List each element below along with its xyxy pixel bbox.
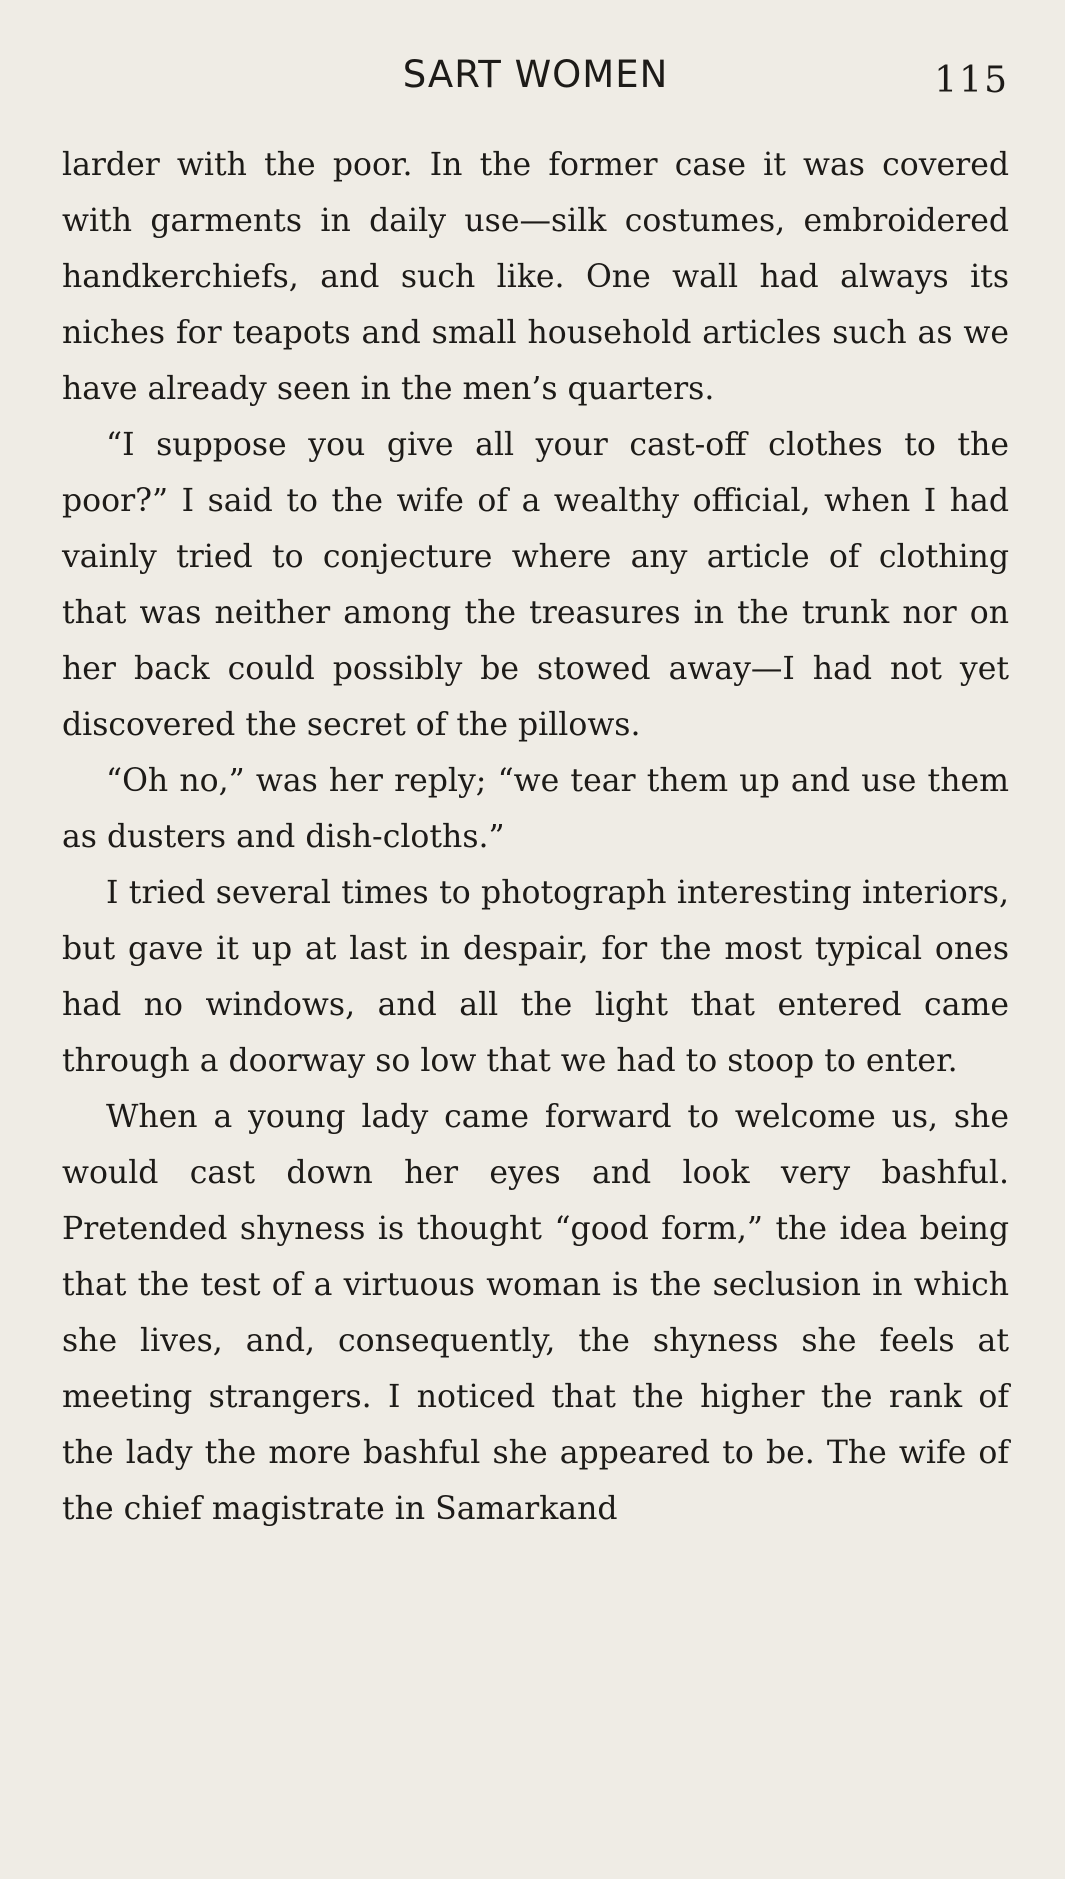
paragraph-photograph-interiors: I tried several times to photograph interesting interiors, but gave it up at last in despair, for the most typical ones had no windows, and all the light that entered came through a doorway so low that we had to stoop to enter. xyxy=(62,875,1009,1079)
running-title: SART WOMEN xyxy=(402,53,669,96)
running-header xyxy=(62,44,1009,100)
paragraph-continuation: larder with the poor. In the former case it was covered with garments in daily use—silk costumes, embroidered handkerchiefs, and such like. One wall had always its niches for teapots and small household articles such as we have already seen in the men’s quarters. xyxy=(62,147,1009,407)
body-text xyxy=(62,137,1009,1537)
paragraph-bashful-lady: When a young lady came forward to welcome us, she would cast down her eyes and look very bashful. Pretended shyness is thought “good form,” the idea being that the test of a virtuous woman is the seclusion in which she lives, and, consequently, the shyness she feels at meeting strangers. I noticed that the higher the rank of the lady the more bashful she appeared to be. The wife of the chief magistrate in Samarkand xyxy=(62,1099,1009,1527)
paragraph-reply: “Oh no,” was her reply; “we tear them up and use them as dusters and dish-cloths.” xyxy=(62,763,1009,855)
page-number: 115 xyxy=(934,60,1009,101)
paragraph-cast-off-clothes: “I suppose you give all your cast-off clothes to the poor?” I said to the wife of a wealthy official, when I had vainly tried to conjecture where any article of clothing that was neither among the treasures in the trunk nor on her back could possibly be stowed away—I had not yet discovered the secret of the pillows. xyxy=(62,427,1009,743)
